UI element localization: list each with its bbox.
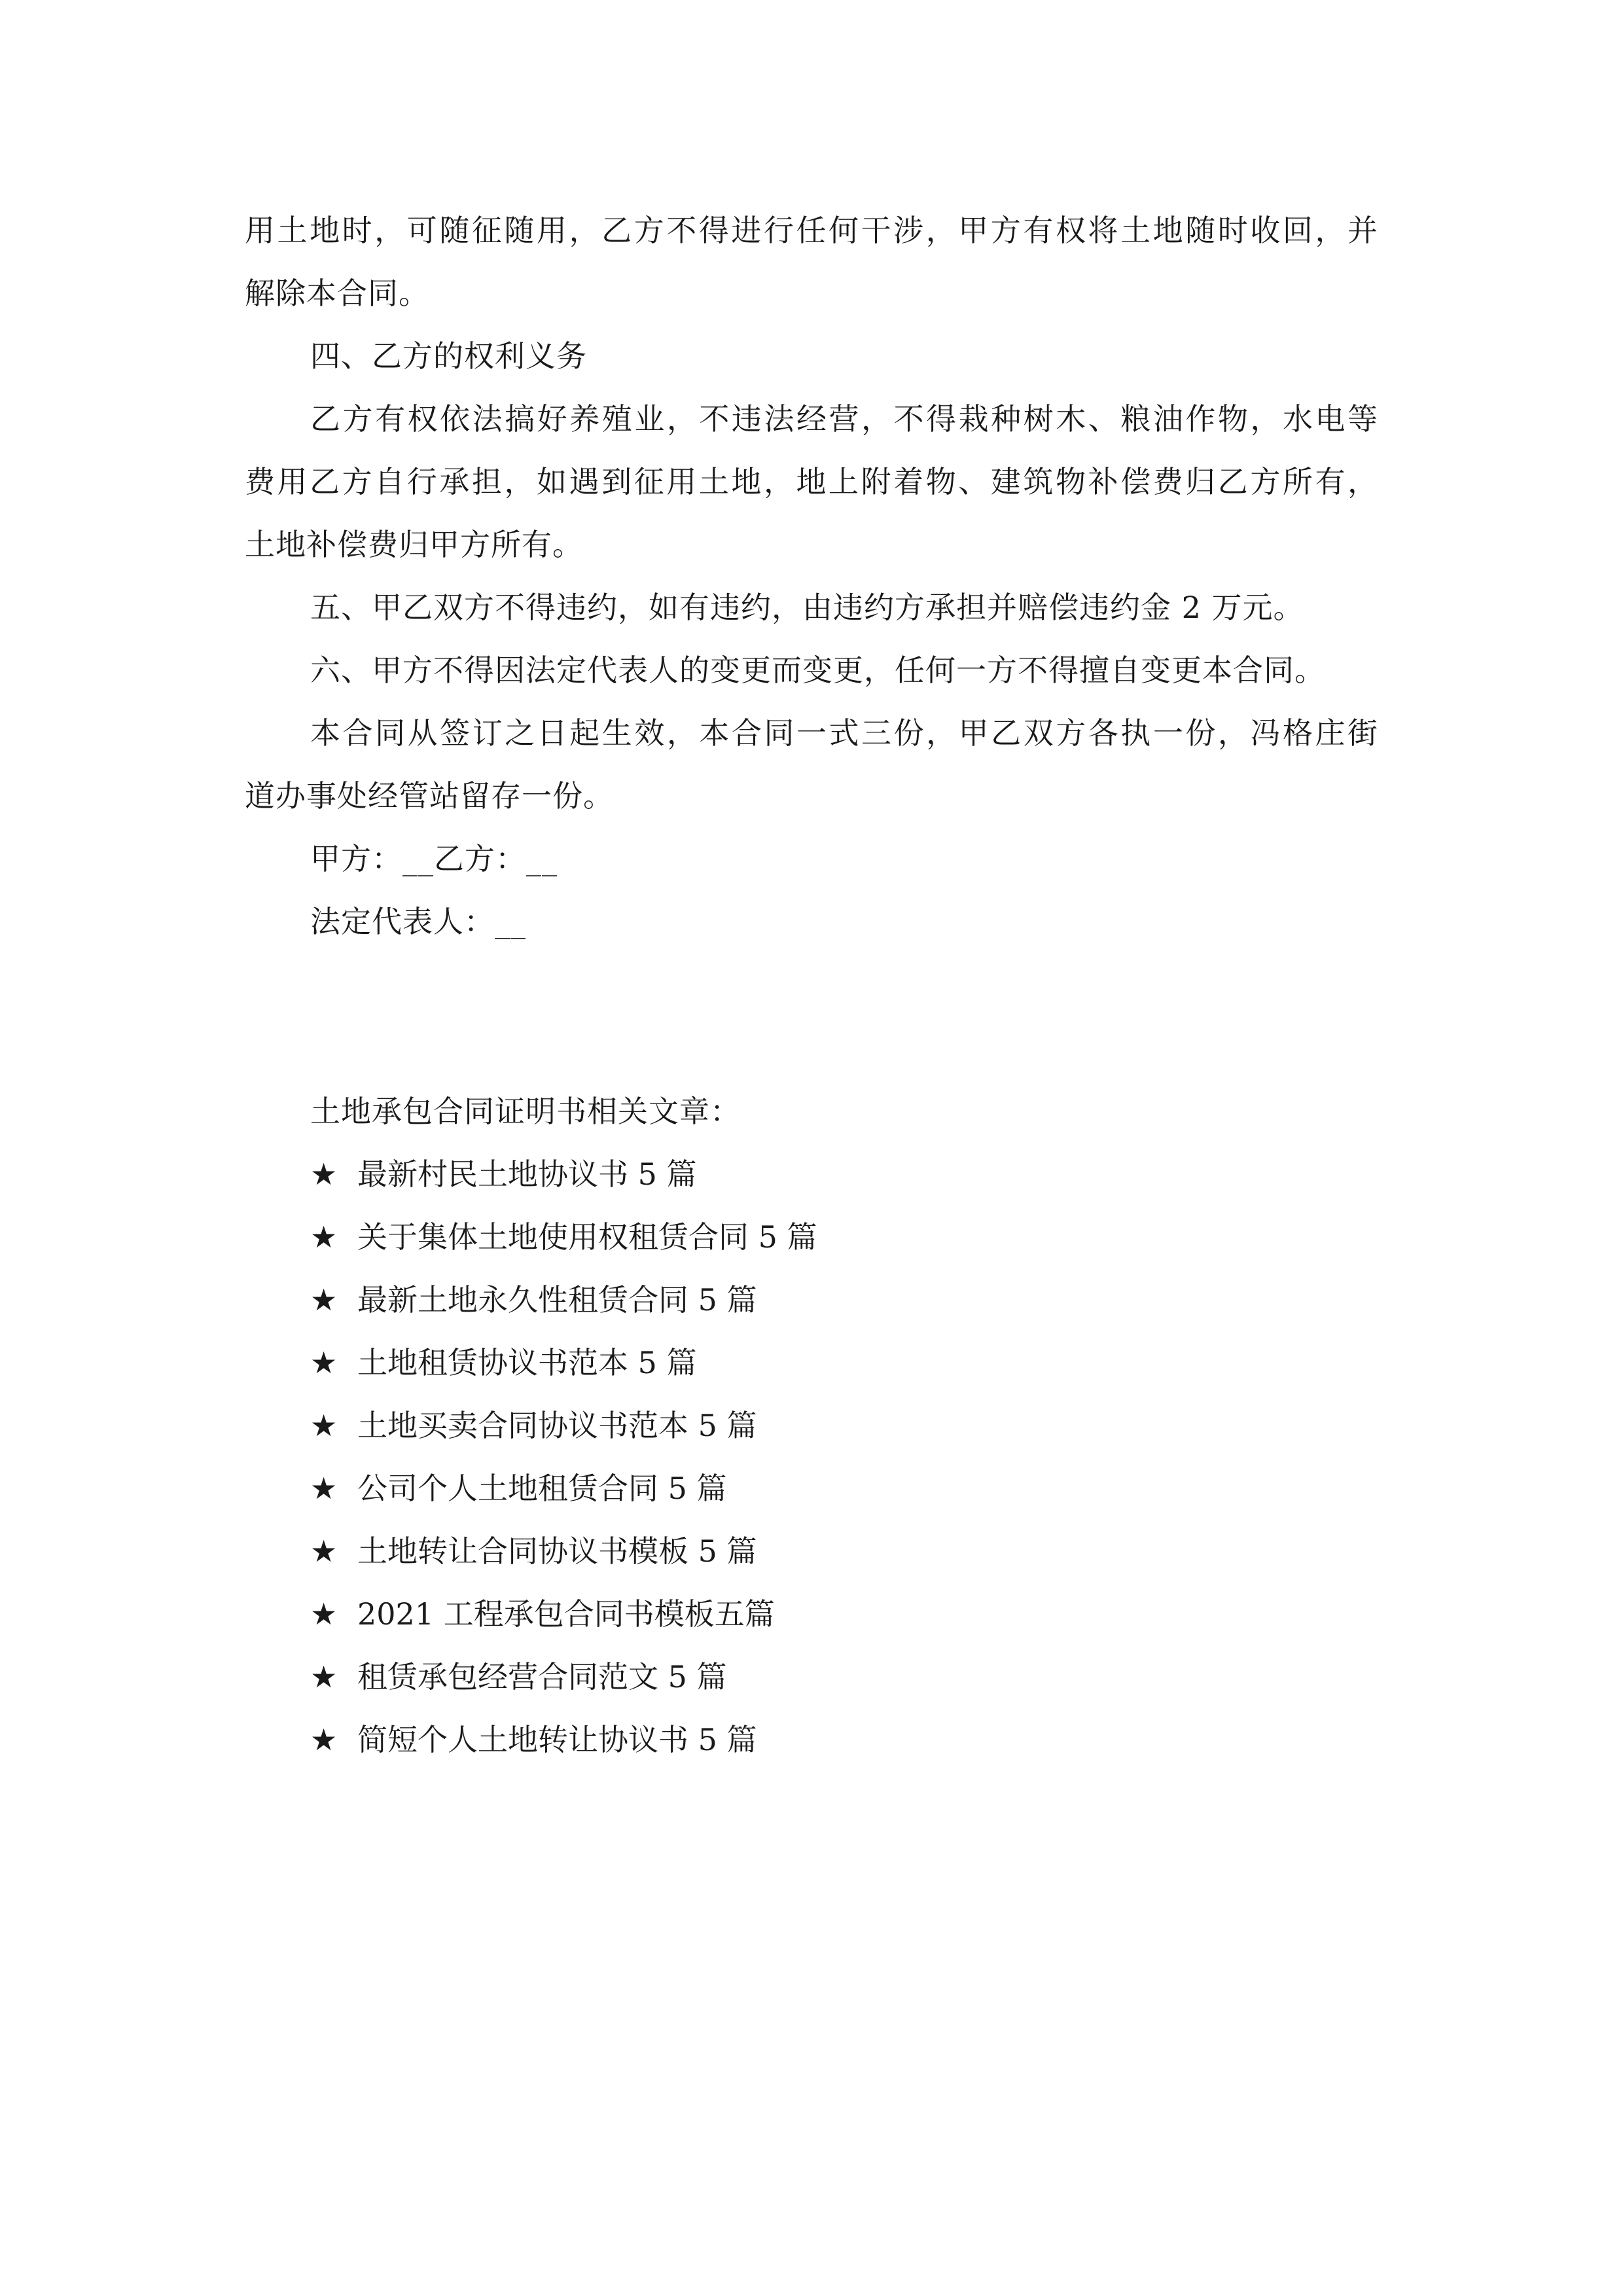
related-article-link[interactable] bbox=[310, 1594, 775, 1634]
related-article-link[interactable] bbox=[310, 1280, 757, 1319]
related-article-link[interactable] bbox=[310, 1217, 817, 1257]
star-icon: ★ bbox=[310, 1596, 338, 1632]
star-icon: ★ bbox=[310, 1534, 338, 1569]
related-articles-heading: 土地承包合同证明书相关文章： bbox=[310, 1094, 741, 1129]
related-article-title: 公司个人土地租赁合同 5 篇 bbox=[357, 1471, 727, 1506]
body-line: 解除本合同。 bbox=[245, 276, 429, 311]
signature-line: 甲方：__乙方：__ bbox=[310, 841, 558, 876]
related-article-link[interactable] bbox=[310, 1532, 757, 1571]
star-icon: ★ bbox=[310, 1408, 338, 1443]
related-article-title: 最新村民土地协议书 5 篇 bbox=[357, 1157, 697, 1192]
representative-line: 法定代表人：__ bbox=[310, 904, 526, 939]
related-article-title: 土地买卖合同协议书范本 5 篇 bbox=[357, 1408, 757, 1443]
star-icon: ★ bbox=[310, 1345, 338, 1380]
body-line: 土地补偿费归甲方所有。 bbox=[245, 527, 583, 562]
section-heading: 四、乙方的权利义务 bbox=[310, 338, 587, 374]
related-article-title: 2021 工程承包合同书模板五篇 bbox=[357, 1596, 775, 1632]
body-line: 本合同从签订之日起生效，本合同一式三份，甲乙双方各执一份，冯格庄街 bbox=[310, 715, 1378, 751]
related-article-link[interactable] bbox=[310, 1469, 727, 1508]
body-line: 乙方有权依法搞好养殖业，不违法经营，不得栽种树木、粮油作物，水电等 bbox=[310, 401, 1378, 437]
related-article-link[interactable] bbox=[310, 1720, 757, 1759]
body-line: 道办事处经管站留存一份。 bbox=[245, 778, 614, 814]
star-icon: ★ bbox=[310, 1659, 338, 1695]
related-article-link[interactable] bbox=[310, 1406, 757, 1445]
star-icon: ★ bbox=[310, 1471, 338, 1506]
related-article-title: 关于集体土地使用权租赁合同 5 篇 bbox=[357, 1219, 817, 1255]
related-article-title: 土地转让合同协议书模板 5 篇 bbox=[357, 1534, 757, 1569]
star-icon: ★ bbox=[310, 1282, 338, 1318]
star-icon: ★ bbox=[310, 1157, 338, 1192]
related-article-title: 简短个人土地转让协议书 5 篇 bbox=[357, 1722, 757, 1757]
related-article-link[interactable] bbox=[310, 1657, 727, 1696]
related-article-link[interactable] bbox=[310, 1343, 697, 1382]
star-icon: ★ bbox=[310, 1722, 338, 1757]
body-line: 五、甲乙双方不得违约，如有违约，由违约方承担并赔偿违约金 2 万元。 bbox=[310, 590, 1304, 625]
body-line: 用土地时，可随征随用，乙方不得进行任何干涉，甲方有权将土地随时收回，并 bbox=[245, 213, 1378, 248]
related-article-link[interactable] bbox=[310, 1155, 697, 1194]
related-article-title: 土地租赁协议书范本 5 篇 bbox=[357, 1345, 697, 1380]
body-line: 六、甲方不得因法定代表人的变更而变更，任何一方不得擅自变更本合同。 bbox=[310, 653, 1325, 688]
body-line: 费用乙方自行承担，如遇到征用土地，地上附着物、建筑物补偿费归乙方所有， bbox=[245, 464, 1378, 499]
star-icon: ★ bbox=[310, 1219, 338, 1255]
related-article-title: 最新土地永久性租赁合同 5 篇 bbox=[357, 1282, 757, 1318]
related-article-title: 租赁承包经营合同范文 5 篇 bbox=[357, 1659, 727, 1695]
